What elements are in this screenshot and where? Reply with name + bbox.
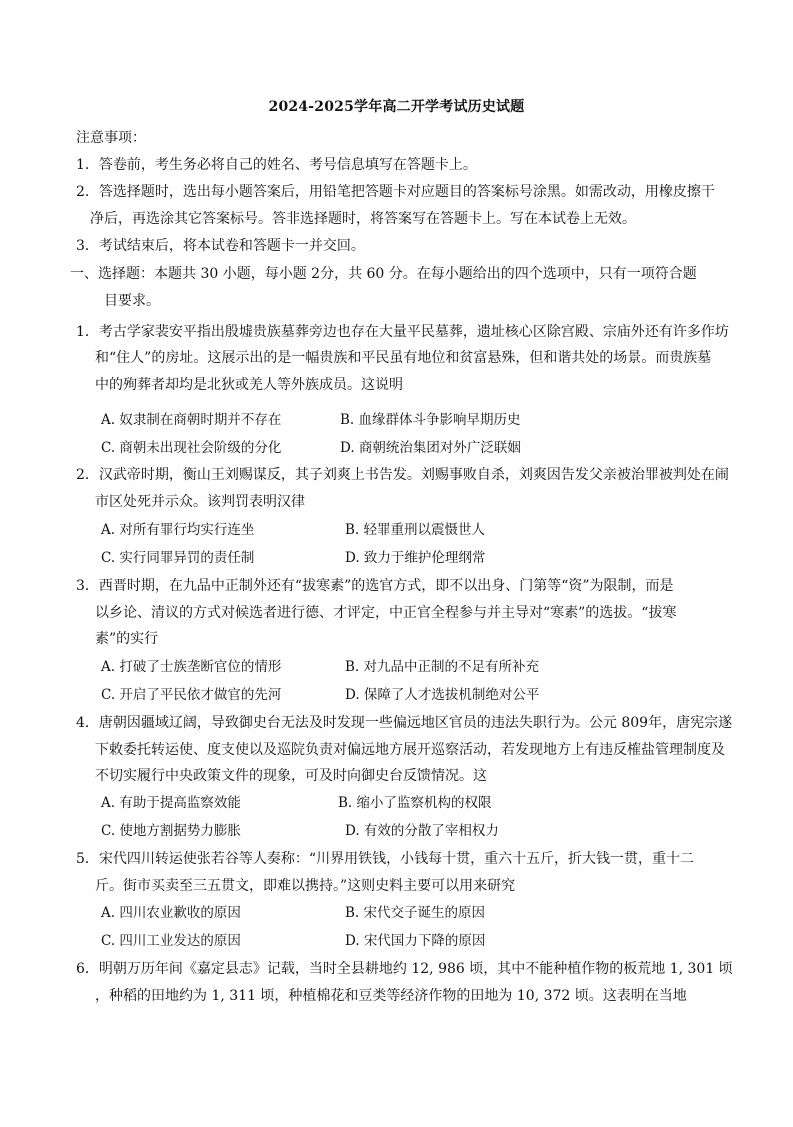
- question-line: 2．汉武帝时期，衡山王刘赐谋反，其子刘爽上书告发。刘赐事败自杀，刘爽因告发父亲被治罪被判处在闹: [76, 467, 729, 483]
- option-d: D. 宋代国力下降的原因: [345, 933, 486, 949]
- notice-item-1: 1．答卷前，考生务必将自己的姓名、考号信息填写在答题卡上。: [76, 157, 477, 173]
- question-line: 以乡论、清议的方式对候选者进行德、才评定，中正官全程参与并主导对“寒素”的选拔。“拔寒: [95, 605, 677, 621]
- option-a: A. 奴隶制在商朝时期并不存在: [101, 412, 282, 428]
- notice-heading: 注意事项：: [76, 130, 146, 146]
- question-line: 市区处死并示众。该判罚表明汉律: [95, 494, 305, 510]
- question-line: 6．明朝万历年间《嘉定县志》记载，当时全县耕地约 12, 986 顷，其中不能种植作物的板荒地 1, 301 顷: [76, 961, 733, 977]
- option-c: C. 商朝未出现社会阶级的分化: [101, 440, 282, 456]
- option-b: B. 缩小了监察机构的权限: [338, 795, 492, 811]
- option-b: B. 血缘群体斗争影响早期历史: [340, 412, 521, 428]
- question-line: 和“住人”的房址。这展示出的是一幅贵族和平民虽有地位和贫富悬殊，但和谐共处的场景。而贵族墓: [95, 350, 712, 366]
- question-line: ，种稻的田地约为 1, 311 顷，种植棉花和豆类等经济作物的田地为 10, 372 顷。这表明在当地: [95, 988, 687, 1004]
- question-line: 3．西晋时期，在九品中正制外还有“拔寒素”的选官方式，即不以出身、门第等“资”为限制，而是: [76, 578, 674, 594]
- question-line: 中的殉葬者却均是北狄或羌人等外族成员。这说明: [95, 377, 403, 393]
- question-line: 素”的实行: [95, 631, 159, 647]
- option-b: B. 对九品中正制的不足有所补充: [345, 659, 540, 675]
- option-a: A. 对所有罪行均实行连坐: [101, 522, 255, 538]
- option-d: D. 商朝统治集团对外广泛联姻: [340, 440, 521, 456]
- question-line: 不切实履行中央政策文件的现象，可及时向御史台反馈情况。这: [95, 768, 487, 784]
- option-a: A. 有助于提高监察效能: [101, 795, 241, 811]
- notice-item-3: 3．考试结束后，将本试卷和答题卡一并交回。: [76, 238, 365, 254]
- notice-item-2: 2．答选择题时，选出每小题答案后，用铅笔把答题卡对应题目的答案标号涂黑。如需改动，用橡皮擦干: [76, 184, 715, 200]
- question-line: 斤。街市买卖至三五贯文，即难以携持。”这则史料主要可以用来研究: [95, 878, 516, 894]
- option-d: D. 有效的分散了宰相权力: [345, 823, 499, 839]
- section-header: 一、选择题：本题共 30 小题，每小题 2分，共 60 分。在每小题给出的四个选项中，只有一项符合题: [70, 266, 697, 282]
- option-c: C. 开启了平民依才做官的先河: [101, 687, 282, 703]
- section-header-cont: 目要求。: [104, 293, 160, 309]
- option-a: A. 四川农业歉收的原因: [101, 905, 241, 921]
- option-a: A. 打破了士族垄断官位的情形: [101, 659, 282, 675]
- question-line: 1．考古学家裴安平指出殷墟贵族墓葬旁边也存在大量平民墓葬，遗址核心区除宫殿、宗庙外还有许多作坊: [76, 324, 729, 340]
- question-line: 4．唐朝因疆域辽阔，导致御史台无法及时发现一些偏远地区官员的违法失职行为。公元 809年，唐宪宗遂: [76, 715, 733, 731]
- page-title: 2024-2025学年高二开学考试历史试题: [268, 99, 525, 115]
- option-c: C. 四川工业发达的原因: [101, 933, 241, 949]
- option-d: D. 致力于维护伦理纲常: [345, 550, 486, 566]
- question-line: 下敕委托转运使、度支使以及巡院负责对偏远地方展开巡察活动，若发现地方上有违反榷盐管理制度及: [95, 742, 725, 758]
- notice-item-2-cont: 净后，再选涂其它答案标号。答非选择题时，将答案写在答题卡上。写在本试卷上无效。: [90, 211, 636, 227]
- question-line: 5．宋代四川转运使张若谷等人奏称：“川界用铁钱，小钱每十贯，重六十五斤，折大钱一贯，重十二: [76, 851, 695, 867]
- option-c: C. 实行同罪异罚的责任制: [101, 550, 255, 566]
- option-d: D. 保障了人才选拔机制绝对公平: [345, 687, 540, 703]
- option-c: C. 使地方割据势力膨胀: [101, 823, 241, 839]
- option-b: B. 宋代交子诞生的原因: [345, 905, 486, 921]
- option-b: B. 轻罪重刑以震慑世人: [345, 522, 486, 538]
